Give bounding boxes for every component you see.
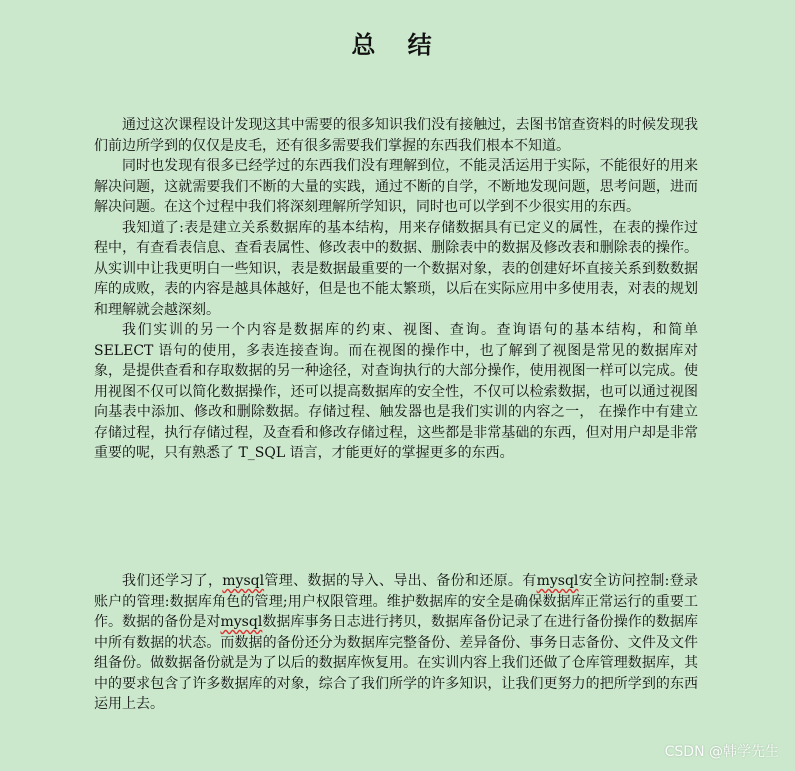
body-text-section	[94, 115, 698, 464]
paragraph-5-part1: 我们还学习了，	[122, 573, 223, 589]
spellcheck-word-mysql: mysql	[220, 614, 263, 630]
paragraph-2: 同时也发现有很多已经学过的东西我们没有理解到位，不能灵活运用于实际，不能很好的用来解决问题，这就需要我们不断的大量的实践，通过不断的自学，不断地发现问题，思考问题，进而解决问题。在这个过程中我们将深刻理解所学知识，同时也可以学到不少很实用的东西。	[94, 158, 698, 215]
paragraph-5	[94, 571, 698, 715]
paragraph-5-part4: 数据库事务日志进行拷贝，数据库备份记录了在进行备份操作的数据库中所有数据的状态。而数据的备份还分为数据库完整备份、差异备份、事务日志备份、文件及文件组备份。做数据备份就是为了以后的数据库恢复用。在实训内容上我们还做了仓库管理数据库，其中的要求包含了许多数据库的对象，综合了我们所学的许多知识，让我们更努力的把所学到的东西运用上去。	[94, 614, 699, 712]
paragraph-3: 我知道了:表是建立关系数据库的基本结构，用来存储数据具有已定义的属性，在表的操作过程中，有查看表信息、查看表属性、修改表中的数据、删除表中的数据及修改表和删除表的操作。从实训中让我更明白一些知识，表是数据最重要的一个数据对象，表的创建好坏直接关系到数数据库的成败，表的内容是越具体越好，但是也不能太繁琐，以后在实际应用中多使用表，对表的规划和理解就会越深刻。	[94, 219, 698, 318]
document-title: 总 结	[351, 31, 444, 59]
spellcheck-word-mysql: mysql	[536, 573, 579, 589]
csdn-watermark: CSDN @韩学先生	[664, 744, 779, 760]
paragraph-4: 我们实训的另一个内容是数据库的约束、视图、查询。查询语句的基本结构，和简单 SELECT 语句的使用，多表连接查询。而在视图的操作中，也了解到了视图是常见的数据库对象，是提供查看和存取数据的另一种途径，对查询执行的大部分操作，使用视图一样可以完成。使用视图不仅可以简化数据操作，还可以提高数据库的安全性，不仅可以检索数据，也可以通过视图向基表中添加、修改和删除数据。存储过程、触发器也是我们实训的内容之一， 在操作中有建立存储过程，执行存储过程，及查看和修改存储过程，这些都是非常基础的东西，但对用户却是非常重要的呢，只有熟悉了 T_SQL 语言，才能更好的掌握更多的东西。	[94, 322, 698, 461]
spellcheck-word-mysql: mysql	[222, 573, 265, 589]
paragraph-1: 通过这次课程设计发现这其中需要的很多知识我们没有接触过，去图书馆查资料的时候发现我们前边所学到的仅仅是皮毛，还有很多需要我们掌握的东西我们根本不知道。	[94, 117, 698, 154]
body-text-section-final	[94, 571, 698, 715]
paragraph-5-part2: 管理、数据的导入、导出、备份和还原。有	[264, 573, 537, 589]
paragraph-5-part3: 安全访问控制:登录账户的管理:数据库角色的管理;用户权限管理。维护数据库的安全是确保数据库正常运行的重要工作。数据的备份是对	[94, 573, 699, 630]
